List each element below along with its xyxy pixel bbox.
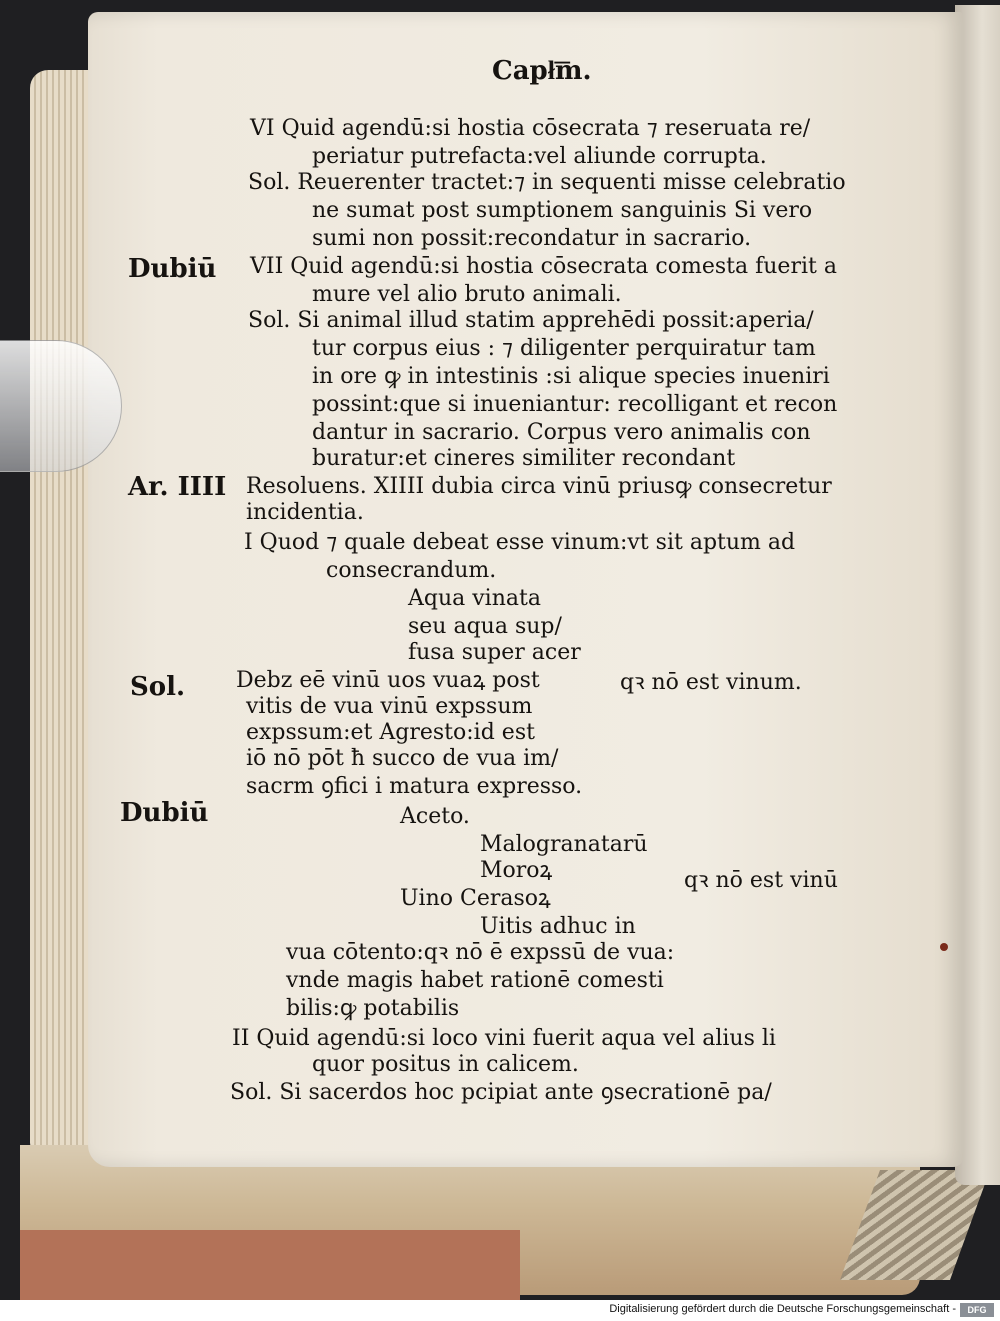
text-line: VI Quid agendū:si hostia cōsecrata ⁊ reseruata re/ [250,116,811,141]
text-line: Malogranatarū [480,832,648,857]
text-line: bilis:ꝙ potabilis [286,996,460,1021]
text-line: fusa super acer [408,640,581,665]
text-line: Uino Cerasoꝝ [400,886,551,911]
text-line: vitis de vua vinū expssum [246,694,533,719]
text-line: dantur in sacrario. Corpus vero animalis con [312,420,811,445]
text-line: Moroꝝ [480,858,553,883]
text-line: qꝛ nō est vinū [684,868,838,893]
margin-note: Dubiū [128,254,217,284]
text-line: tur corpus eius : ⁊ diligenter perquiratur tam [312,336,816,361]
page-heading: Capł͞m. [492,56,592,86]
text-line: Sol. Si animal illud statim apprehēdi possit:aperia/ [248,308,814,333]
dfg-logo: DFG [960,1303,994,1317]
margin-note: Dubiū [120,798,209,828]
text-line: II Quid agendū:si loco vini fuerit aqua vel alius li [232,1026,776,1051]
text-line: mure vel alio bruto animali. [312,282,622,307]
text-line: I Quod ⁊ quale debeat esse vinum:vt sit aptum ad [244,530,796,555]
text-line: Aceto. [400,804,470,829]
text-line: seu aqua sup/ [408,614,562,639]
text-line: periatur putrefacta:vel aliunde corrupta. [312,144,767,169]
text-line: sacrm ꝯfici i matura expresso. [246,774,583,799]
text-line: Debz eē vinū uos vuaꝝ post [236,668,540,693]
text-line: incidentia. [246,500,364,525]
footer-bar [0,1300,1000,1321]
text-line: iō nō pōt ħ succo de vua im/ [246,746,559,771]
text-line: ne sumat post sumptionem sanguinis Si vero [312,198,813,223]
margin-note: Ar. IIII [128,472,227,502]
margin-note: Sol. [130,672,186,702]
text-line: Resoluens. XIIII dubia circa vinū priusꝙ consecretur [246,474,832,499]
text-line: Sol. Reuerenter tractet:⁊ in sequenti misse celebratio [248,170,846,195]
text-line: in ore ꝙ in intestinis :si alique species inueniri [312,364,830,389]
footer-credit: Digitalisierung gefördert durch die Deutsche Forschungsgemeinschaft - [609,1303,956,1315]
text-line: sumi non possit:recondatur in sacrario. [312,226,752,251]
text-line: Aqua vinata [408,586,541,611]
text-line: Sol. Si sacerdos hoc pcipiat ante ꝯsecrationē pa/ [230,1080,772,1105]
text-line: qꝛ nō est vinum. [620,670,802,695]
ink-spot [940,943,948,951]
text-line: Uitis adhuc in [480,914,636,939]
text-line: consecrandum. [326,558,497,583]
text-line: vnde magis habet rationē comesti [286,968,664,993]
text-line: expssum:et Agresto:id est [246,720,535,745]
text-line: vua cōtento:qꝛ nō ē expssū de vua: [286,940,675,965]
text-line: VII Quid agendū:si hostia cōsecrata comesta fuerit a [250,254,837,279]
book-cover [20,1230,520,1300]
text-line: possint:que si inueniantur: recolligant et recon [312,392,838,417]
text-line: buratur:et cineres similiter recondant [312,446,736,471]
text-line: quor positus in calicem. [312,1052,579,1077]
